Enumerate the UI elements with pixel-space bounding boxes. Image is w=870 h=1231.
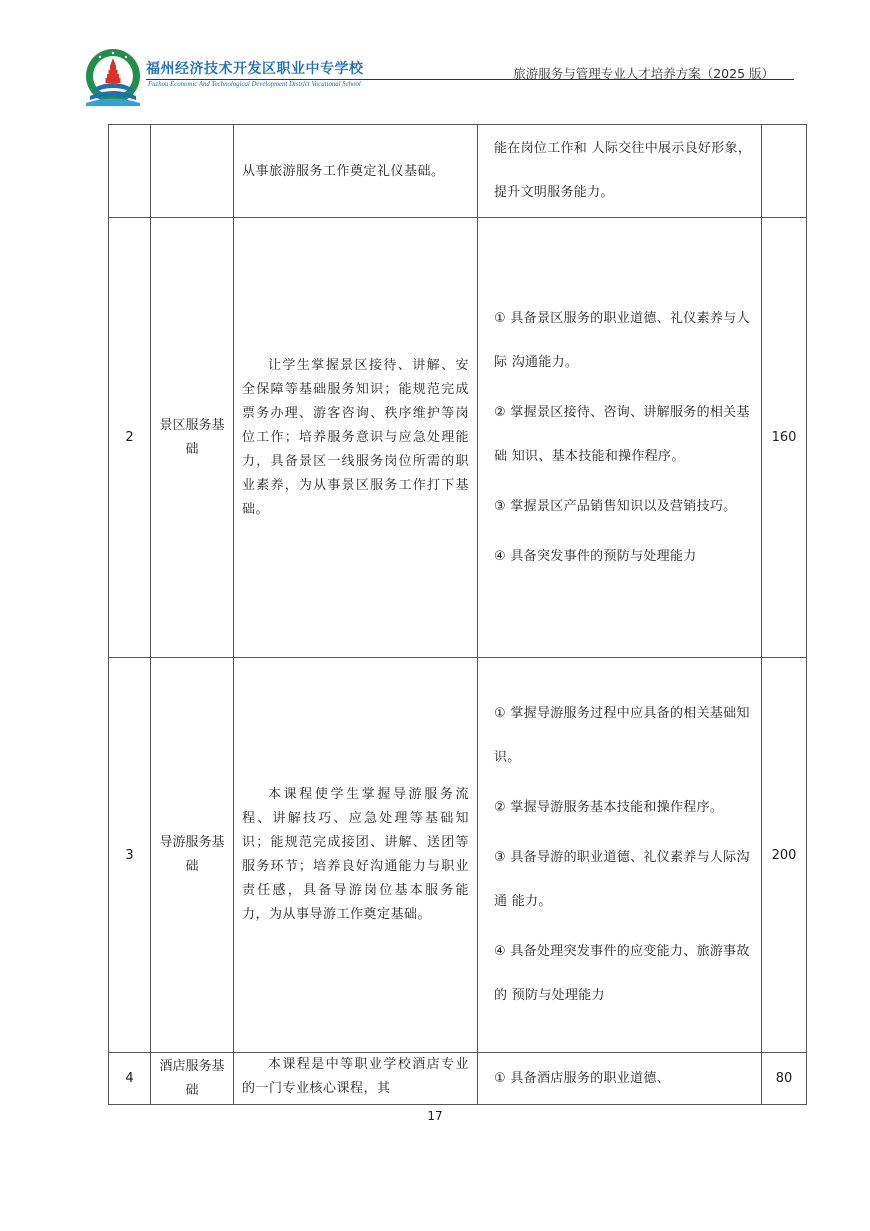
course-name bbox=[151, 125, 234, 218]
goal-item: 能在岗位工作和 人际交往中展示良好形象， 提升文明服务能力。 bbox=[494, 141, 752, 200]
description-text: 本课程使学生掌握导游服务流程、讲解技巧、应急处理等基础知识；能规范完成接团、讲解、送团等服务环节；培养良好沟通能力与职业责任感，具备导游岗位基本服务能力，为从事导游工作奠定基础。 bbox=[242, 787, 469, 922]
course-name: 景区服务基础 bbox=[151, 218, 234, 658]
goal-item: ④ 具备突发事件的预防与处理能力 bbox=[494, 548, 697, 564]
course-number bbox=[109, 125, 151, 218]
goal-item: ① 掌握导游服务过程中应具备的相关基础知识。 bbox=[494, 706, 750, 765]
table-row bbox=[109, 125, 807, 218]
course-hours: 160 bbox=[762, 218, 807, 658]
course-description bbox=[234, 1053, 478, 1105]
course-goals bbox=[478, 658, 762, 1053]
course-description bbox=[234, 125, 478, 218]
course-number: 2 bbox=[109, 218, 151, 658]
school-name-en: Fuzhou Economic And Technological Development District Vocational School bbox=[148, 81, 361, 88]
description-text: 让学生掌握景区接待、讲解、安全保障等基础服务知识；能规范完成票务办理、游客咨询、秩序维护等岗位工作；培养服务意识与应急处理能力，具备景区一线服务岗位所需的职业素养，为从事景区服务工作打下基础。 bbox=[242, 357, 469, 517]
school-name-cn: 福州经济技术开发区职业中专学校 bbox=[146, 61, 364, 77]
course-hours: 200 bbox=[762, 658, 807, 1053]
goal-item: ① 具备景区服务的职业道德、礼仪素养与人际 沟通能力。 bbox=[494, 310, 750, 370]
course-name: 导游服务基础 bbox=[151, 658, 234, 1053]
course-hours bbox=[762, 125, 807, 218]
description-text: 从事旅游服务工作奠定礼仪基础。 bbox=[242, 163, 445, 179]
description-text: 本课程是中等职业学校酒店专业的一门专业核心课程，其 bbox=[242, 1057, 469, 1096]
course-goals bbox=[478, 125, 762, 218]
table-row bbox=[109, 218, 807, 658]
course-description bbox=[234, 658, 478, 1053]
goal-item: ② 掌握导游服务基本技能和操作程序。 bbox=[494, 800, 724, 815]
course-number: 3 bbox=[109, 658, 151, 1053]
course-name: 酒店服务基础 bbox=[151, 1053, 234, 1105]
course-hours: 80 bbox=[762, 1053, 807, 1105]
course-number: 4 bbox=[109, 1053, 151, 1105]
table-row bbox=[109, 1053, 807, 1105]
goal-item: ② 掌握景区接待、咨询、讲解服务的相关基础 知识、基本技能和操作程序。 bbox=[494, 404, 750, 464]
course-goals bbox=[478, 1053, 762, 1105]
goal-item: ③ 具备导游的职业道德、礼仪素养与人际沟通 能力。 bbox=[494, 850, 750, 909]
goal-item: ④ 具备处理突发事件的应变能力、旅游事故的 预防与处理能力 bbox=[494, 944, 750, 1003]
course-description bbox=[234, 218, 478, 658]
page-header bbox=[0, 0, 870, 110]
school-emblem-icon bbox=[80, 48, 146, 106]
goal-item: ③ 掌握景区产品销售知识以及营销技巧。 bbox=[494, 498, 737, 514]
goal-item: ① 具备酒店服务的职业道德、 bbox=[494, 1070, 670, 1086]
course-table bbox=[108, 124, 807, 1105]
course-goals bbox=[478, 218, 762, 658]
document-title: 旅游服务与管理专业人才培养方案（2025 版） bbox=[513, 66, 774, 81]
table-row bbox=[109, 658, 807, 1053]
page-number: 17 bbox=[427, 1109, 443, 1123]
